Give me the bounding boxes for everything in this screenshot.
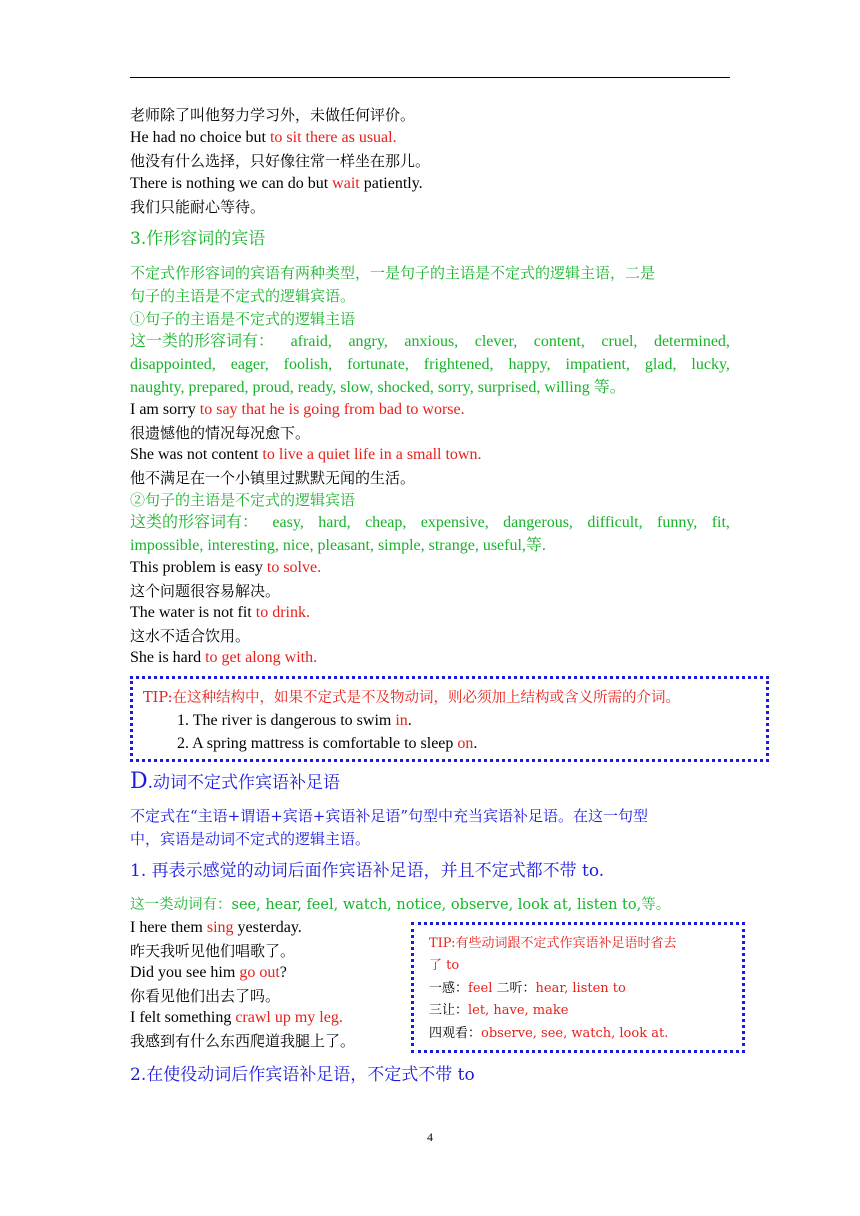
translation-line: 他没有什么选择，只好像往常一样坐在那儿。 — [130, 152, 431, 170]
adjective-list: impossible, interesting, nice, pleasant, simple, strange, useful,等. — [130, 537, 546, 554]
adjective-list: naughty, prepared, proud, ready, slow, shocked, sorry, surprised, willing 等。 — [130, 379, 626, 396]
header-rule — [130, 77, 730, 78]
adjective-list: 这类的形容词有： easy, hard, cheap, expensive, dangerous, difficult, funny, fit, — [130, 514, 730, 531]
example-sentence: He had no choice but to sit there as usual. — [130, 129, 397, 146]
page-number: 4 — [427, 1130, 433, 1144]
example-sentence: She was not content to live a quiet life in a small town. — [130, 446, 482, 463]
tip-row: 四观看：observe, see, watch, look at. — [429, 1026, 669, 1041]
example-sentence: This problem is easy to solve. — [130, 559, 322, 576]
tip-title: 了 to — [429, 958, 460, 973]
section-d-subheading: 1. 再表示感觉的动词后面作宾语补足语，并且不定式都不带 to. — [130, 861, 605, 881]
rule-text: 不定式作形容词的宾语有两种类型，一是句子的主语是不定式的逻辑主语，二是 — [130, 264, 656, 282]
section-heading: 3.作形容词的宾语 — [130, 229, 266, 249]
adjective-list: disappointed, eager, foolish, fortunate, frightened, happy, impatient, glad, lucky, — [130, 356, 730, 373]
tip-row: 一感：feel 二听：hear, listen to — [429, 981, 626, 996]
section-d-heading: D.动词不定式作宾语补足语 — [130, 769, 341, 794]
example-sentence: She is hard to get along with. — [130, 649, 318, 666]
rule-text: 句子的主语是不定式的逻辑宾语。 — [130, 287, 356, 305]
verb-list: 这一类动词有：see, hear, feel, watch, notice, observe, look at, listen to,等。 — [130, 897, 671, 913]
tip-title: TIP:有些动词跟不定式作宾语补足语时省去 — [429, 936, 677, 951]
example-sentence: Did you see him go out? — [130, 964, 287, 981]
adjective-list: 这一类的形容词有： afraid, angry, anxious, clever, content, cruel, determined, — [130, 333, 730, 350]
tip-example: 1. The river is dangerous to swim in. — [177, 712, 412, 729]
translation-line: 他不满足在一个小镇里过默默无闻的生活。 — [130, 469, 416, 487]
tip-title: TIP:在这种结构中，如果不定式是不及物动词，则必须加上结构或含义所需的介词。 — [143, 690, 681, 706]
example-sentence: I here them sing yesterday. — [130, 919, 302, 936]
example-sentence: I am sorry to say that he is going from bad to worse. — [130, 401, 465, 418]
translation-line: 昨天我听见他们唱歌了。 — [130, 942, 296, 960]
section-d-text: 中，宾语是动词不定式的逻辑主语。 — [130, 830, 371, 848]
tip-row: 三让：let, have, make — [429, 1003, 569, 1018]
translation-line: 这个问题很容易解决。 — [130, 582, 281, 600]
example-sentence: I felt something crawl up my leg. — [130, 1009, 343, 1026]
tip-example: 2. A spring mattress is comfortable to sleep on. — [177, 735, 478, 752]
text-line: 老师除了叫他努力学习外，未做任何评价。 — [130, 106, 416, 124]
subheading: ①句子的主语是不定式的逻辑主语 — [130, 310, 356, 328]
example-sentence: There is nothing we can do but wait patiently. — [130, 175, 423, 192]
translation-line: 你看见他们出去了吗。 — [130, 987, 281, 1005]
translation-line: 我感到有什么东西爬道我腿上了。 — [130, 1032, 356, 1050]
subheading: ②句子的主语是不定式的逻辑宾语 — [130, 491, 356, 509]
section-d-text: 不定式在“主语+谓语+宾语+宾语补足语”句型中充当宾语补足语。在这一句型 — [130, 807, 649, 825]
translation-line: 我们只能耐心等待。 — [130, 198, 266, 216]
translation-line: 这水不适合饮用。 — [130, 627, 251, 645]
section-d-subheading: 2.在使役动词后作宾语补足语，不定式不带 to — [130, 1065, 475, 1085]
translation-line: 很遗憾他的情况每况愈下。 — [130, 424, 311, 442]
example-sentence: The water is not fit to drink. — [130, 604, 310, 621]
